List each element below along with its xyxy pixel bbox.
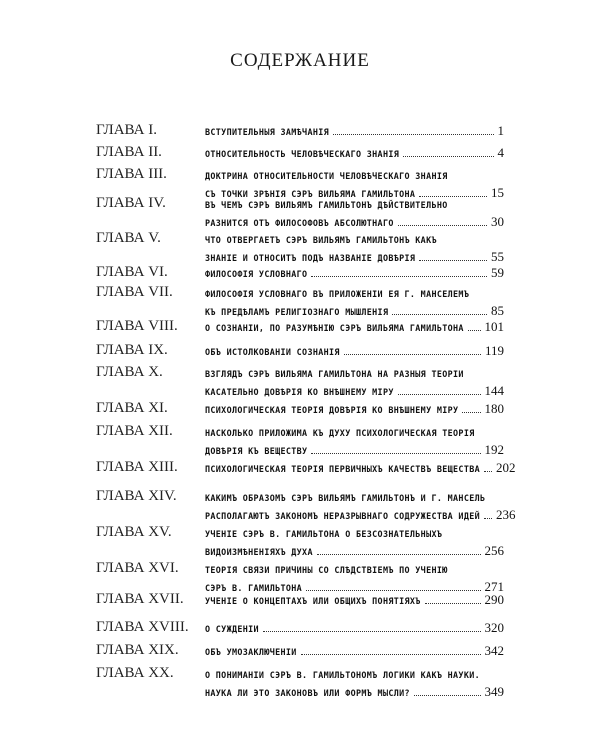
- chapter-title-line: КЪ ПРЕДѢЛАМЪ РЕЛИГІОЗНАГО МЫШЛЕНІЯ: [205, 307, 389, 317]
- dot-leader: [398, 394, 481, 395]
- chapter-title-line: РАЗНИТСЯ ОТЪ ФИЛОСОФОВЪ АБСОЛЮТНАГО: [205, 218, 394, 228]
- chapter-title-line: ОТНОСИТЕЛЬНОСТЬ ЧЕЛОВѢЧЕСКАГО ЗНАНІЯ: [205, 149, 400, 159]
- dot-leader: [468, 330, 481, 331]
- chapter-number: ГЛАВА XI.: [96, 400, 168, 416]
- page-number: 55: [491, 249, 504, 264]
- dot-leader: [333, 134, 493, 135]
- chapter-title-line: ДОВѢРІЯ КЪ ВЕЩЕСТВУ: [205, 446, 308, 456]
- chapter-title-line: СЪ ТОЧКИ ЗРѢНІЯ СЭРЪ ВИЛЬЯМА ГАМИЛЬТОНА: [205, 189, 416, 199]
- dot-leader: [484, 471, 492, 472]
- chapter-title-line: ПСИХОЛОГИЧЕСКАЯ ТЕОРІЯ ПЕРВИЧНЫХЪ КАЧЕСТВЪ ВЕЩЕСТВА: [205, 464, 481, 474]
- chapter-title-line: ЗНАНІЕ И ОТНОСИТЪ ПОДЪ НАЗВАНІЕ ДОВѢРІЯ: [205, 253, 416, 263]
- page-number: 4: [497, 145, 504, 160]
- chapter-number: ГЛАВА I.: [96, 122, 157, 138]
- chapter-title-line: ОБЪ УМОЗАКЛЮЧЕНІИ: [205, 647, 297, 657]
- dot-leader: [419, 260, 487, 261]
- chapter-number: ГЛАВА IX.: [96, 342, 168, 358]
- chapter-number: ГЛАВА IV.: [96, 195, 166, 211]
- chapter-title-line: ПСИХОЛОГИЧЕСКАЯ ТЕОРІЯ ДОВѢРІЯ КО ВНѢШНЕМУ МІРУ: [205, 405, 459, 415]
- chapter-title-line: ВЗГЛЯДЪ СЭРЪ ВИЛЬЯМА ГАМИЛЬТОНА НА РАЗНЫЯ ТЕОРІИ: [205, 369, 464, 379]
- chapter-title-line: УЧЕНІЕ СЭРЪ В. ГАМИЛЬТОНА О БЕЗСОЗНАТЕЛЬНЫХЪ: [205, 529, 443, 539]
- chapter-title-line: НАУКА ЛИ ЭТО ЗАКОНОВЪ ИЛИ ФОРМЪ МЫСЛИ?: [205, 688, 410, 698]
- page-number: 271: [484, 579, 504, 594]
- chapter-title-line: О СОЗНАНІИ, ПО РАЗУМѢНІЮ СЭРЪ ВИЛЬЯМА ГАМИЛЬТОНА: [205, 323, 464, 333]
- chapter-title-line: СЭРЪ В. ГАМИЛЬТОНА: [205, 583, 303, 593]
- chapter-number: ГЛАВА XIX.: [96, 642, 179, 658]
- page-number: 144: [484, 383, 504, 398]
- chapter-number: ГЛАВА VI.: [96, 264, 168, 280]
- page-number: 320: [484, 620, 504, 635]
- chapter-number: ГЛАВА XIV.: [96, 488, 177, 504]
- dot-leader: [311, 276, 487, 277]
- chapter-title-line: О ПОНИМАНІИ СЭРЪ В. ГАМИЛЬТОНОМЪ ЛОГИКИ КАКЪ НАУКИ.: [205, 670, 481, 680]
- page-number: 15: [491, 185, 504, 200]
- page-number: 290: [484, 592, 504, 607]
- chapter-title-line: ВСТУПИТЕЛЬНЫЯ ЗАМѢЧАНІЯ: [205, 127, 330, 137]
- dot-leader: [263, 631, 481, 632]
- page-number: 349: [484, 684, 504, 699]
- chapter-title-line: О СУЖДЕНІИ: [205, 624, 259, 634]
- page-number: 202: [496, 460, 516, 475]
- dot-leader: [425, 603, 481, 604]
- chapter-number: ГЛАВА II.: [96, 144, 162, 160]
- dot-leader: [414, 695, 481, 696]
- page-number: 101: [484, 319, 504, 334]
- chapter-number: ГЛАВА XV.: [96, 524, 172, 540]
- page-number: 1: [497, 123, 504, 138]
- page-number: 119: [484, 343, 504, 358]
- dot-leader: [301, 654, 481, 655]
- chapter-title-line: ОБЪ ИСТОЛКОВАНІИ СОЗНАНІЯ: [205, 347, 340, 357]
- page-title: СОДЕРЖАНИЕ: [230, 50, 370, 71]
- chapter-number: ГЛАВА XVIII.: [96, 619, 189, 635]
- chapter-number: ГЛАВА X.: [96, 364, 163, 380]
- chapter-number: ГЛАВА VIII.: [96, 318, 178, 334]
- dot-leader: [317, 554, 481, 555]
- chapter-title-line: ТЕОРІЯ СВЯЗИ ПРИЧИНЫ СО СЛѢДСТВІЕМЪ ПО УЧЕНІЮ: [205, 565, 448, 575]
- chapter-number: ГЛАВА VII.: [96, 284, 173, 300]
- chapter-title-line: ВИДОИЗМѢНЕНІЯХЪ ДУХА: [205, 547, 313, 557]
- dot-leader: [462, 412, 480, 413]
- chapter-number: ГЛАВА XX.: [96, 665, 174, 681]
- dot-leader: [311, 453, 480, 454]
- chapter-number: ГЛАВА XIII.: [96, 459, 178, 475]
- chapter-title-line: ЧТО ОТВЕРГАЕТЪ СЭРЪ ВИЛЬЯМЪ ГАМИЛЬТОНЪ КАКЪ: [205, 235, 437, 245]
- page-number: 30: [491, 214, 504, 229]
- chapter-title-line: ФИЛОСОФІЯ УСЛОВНАГО: [205, 269, 308, 279]
- page-number: 192: [484, 442, 504, 457]
- chapter-number: ГЛАВА XVI.: [96, 560, 179, 576]
- chapter-number: ГЛАВА XVII.: [96, 591, 184, 607]
- chapter-number: ГЛАВА V.: [96, 230, 161, 246]
- dot-leader: [392, 314, 487, 315]
- page-number: 85: [491, 303, 504, 318]
- page-number: 59: [491, 265, 504, 280]
- chapter-title-line: УЧЕНІЕ О КОНЦЕПТАХЪ ИЛИ ОБЩИХЪ ПОНЯТІЯХЪ: [205, 596, 421, 606]
- dot-leader: [398, 225, 487, 226]
- page-number: 180: [484, 401, 504, 416]
- chapter-title-line: РАСПОЛАГАЮТЪ ЗАКОНОМЪ НЕРАЗРЫВНАГО СОДРУЖЕСТВА ИДЕЙ: [205, 511, 481, 521]
- dot-leader: [344, 354, 481, 355]
- dot-leader: [484, 518, 492, 519]
- page-number: 256: [484, 543, 504, 558]
- page-number: 342: [484, 643, 504, 658]
- dot-leader: [403, 156, 493, 157]
- chapter-title-line: ВЪ ЧЕМЪ СЭРЪ ВИЛЬЯМЪ ГАМИЛЬТОНЪ ДѢЙСТВИТЕЛЬНО: [205, 200, 448, 210]
- chapter-number: ГЛАВА XII.: [96, 423, 173, 439]
- chapter-title-line: КАСАТЕЛЬНО ДОВѢРІЯ КО ВНѢШНЕМУ МІРУ: [205, 387, 394, 397]
- page-number: 236: [496, 507, 516, 522]
- chapter-number: ГЛАВА III.: [96, 166, 167, 182]
- chapter-title-line: КАКИМЪ ОБРАЗОМЪ СЭРЪ ВИЛЬЯМЪ ГАМИЛЬТОНЪ И Г. МАНСЕЛЬ: [205, 493, 486, 503]
- chapter-title-line: ДОКТРИНА ОТНОСИТЕЛЬНОСТИ ЧЕЛОВѢЧЕСКАГО ЗНАНІЯ: [205, 171, 448, 181]
- chapter-title-line: ФИЛОСОФІЯ УСЛОВНАГО ВЪ ПРИЛОЖЕНІИ ЕЯ Г. МАНСЕЛЕМЪ: [205, 289, 470, 299]
- dot-leader: [306, 590, 480, 591]
- chapter-title-line: НАСКОЛЬКО ПРИЛОЖИМА КЪ ДУХУ ПСИХОЛОГИЧЕСКАЯ ТЕОРІЯ: [205, 428, 475, 438]
